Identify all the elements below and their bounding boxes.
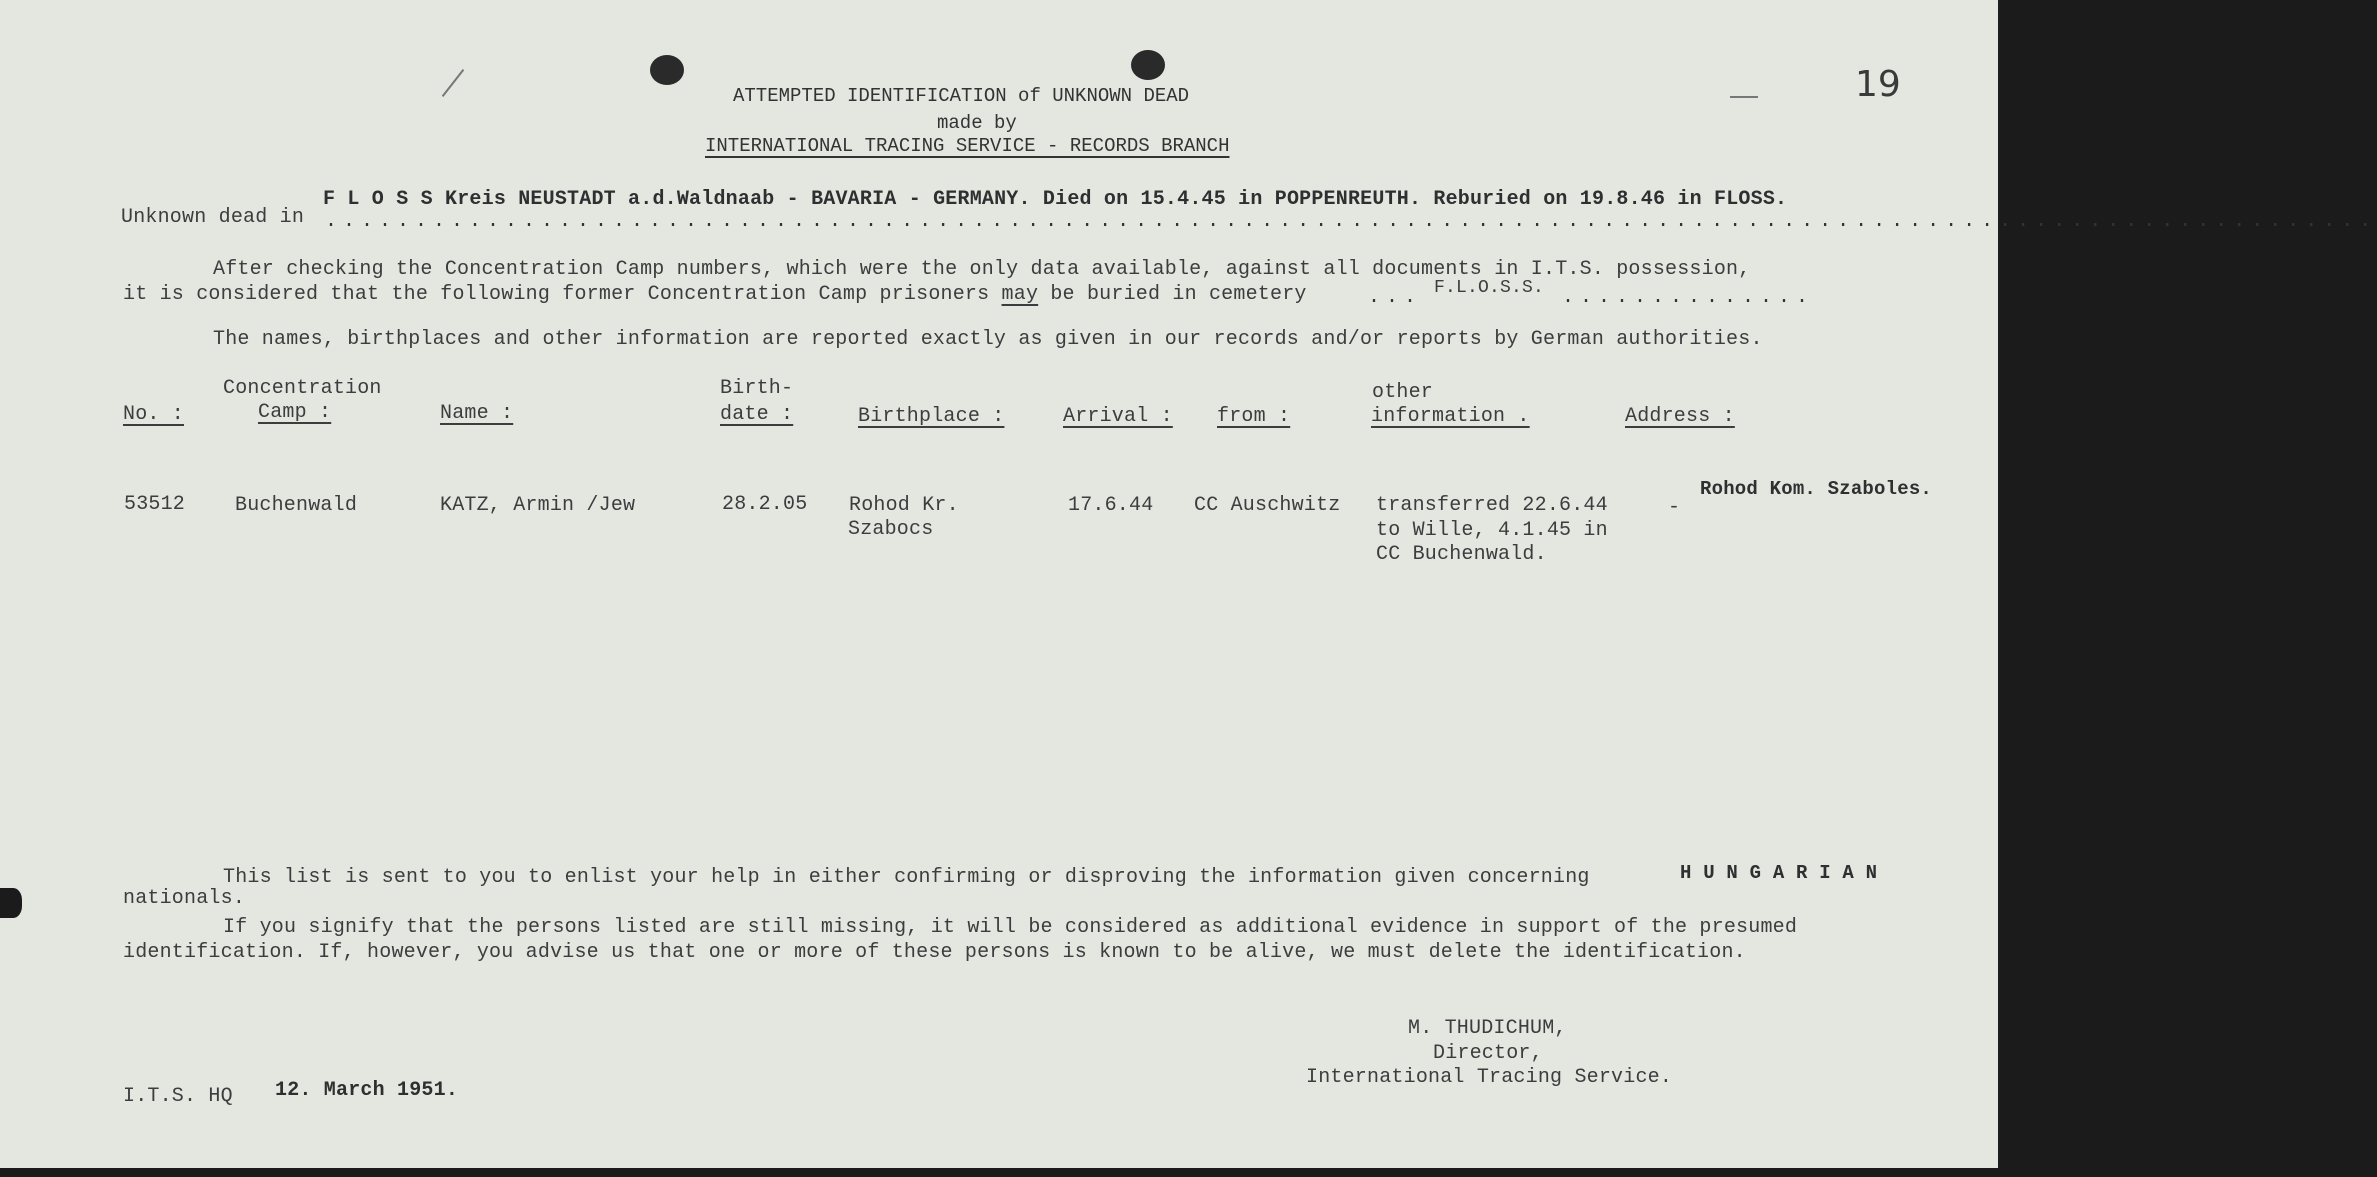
unknown-dead-location: F L O S S Kreis NEUSTADT a.d.Waldnaab - BAVARIA - GERMANY. Died on 15.4.45 in POPPENREUTH. Reburied on 19.8.46 in FLOSS. [323, 188, 1788, 211]
row-other-line1: transferred 22.6.44 [1376, 494, 1608, 517]
column-other-line1: other [1372, 381, 1434, 404]
column-no: No. : [123, 403, 185, 426]
punch-hole-left [650, 55, 684, 85]
signature-name: M. THUDICHUM, [1408, 1017, 1567, 1040]
note: The names, birthplaces and other information are reported exactly as given in our records and/or reports by German authorities. [213, 328, 1763, 351]
dotted-leader-1: .................................................................................................................. [325, 210, 2377, 233]
intro-line-1: After checking the Concentration Camp numbers, which were the only data available, against all documents in I.T.S. possession, [213, 258, 1751, 281]
intro-line-2-end: be buried in cemetery [1050, 283, 1307, 306]
column-camp-line2: Camp : [258, 401, 332, 424]
header-organization: INTERNATIONAL TRACING SERVICE - RECORDS BRANCH [705, 135, 1230, 157]
row-other-line3: CC Buchenwald. [1376, 543, 1547, 566]
closing-line-3: If you signify that the persons listed are still missing, it will be considered as additional evidence in support of the presumed [223, 916, 1798, 939]
edge-mark [0, 888, 22, 918]
row-address: Rohod Kom. Szaboles. [1700, 478, 1933, 500]
row-from: CC Auschwitz [1194, 494, 1341, 517]
pencil-dash [1730, 96, 1758, 98]
intro-line-2-start: it is considered that the following former Concentration Camp prisoners [123, 283, 990, 306]
page-number: 19 [1855, 64, 1901, 105]
column-from: from : [1217, 405, 1291, 428]
row-birthplace-line1: Rohod Kr. [849, 494, 959, 517]
unknown-dead-label: Unknown dead in [121, 206, 305, 229]
closing-line-1: This list is sent to you to enlist your help in either confirming or disproving the information given concerning [223, 866, 1590, 889]
punch-hole-right [1131, 50, 1165, 80]
intro-line-2 [123, 283, 1307, 306]
footer-date: 12. March 1951. [275, 1079, 459, 1102]
nationality: H U N G A R I A N [1680, 862, 1878, 884]
column-address: Address : [1625, 405, 1735, 428]
column-camp-line1: Concentration [223, 377, 382, 400]
column-arrival: Arrival : [1063, 405, 1173, 428]
cemetery-name: F.L.O.S.S. [1434, 278, 1545, 298]
row-camp: Buchenwald [235, 494, 358, 517]
footer-place: I.T.S. HQ [123, 1085, 233, 1108]
closing-line-4: identification. If, however, you advise us that one or more of these persons is known to be alive, we must delete the identification. [123, 941, 1746, 964]
dotted-leader-3: .............. [1562, 286, 1815, 309]
column-birthplace: Birthplace : [858, 405, 1005, 428]
row-other-line2: to Wille, 4.1.45 in [1376, 519, 1608, 542]
row-no: 53512 [124, 493, 186, 516]
column-other-line2: information . [1371, 405, 1530, 428]
signature-title: Director, [1433, 1042, 1543, 1065]
row-birthplace-line2: Szabocs [848, 518, 934, 541]
closing-line-2: nationals. [123, 887, 246, 910]
row-address-dash: - [1668, 496, 1681, 519]
row-name: KATZ, Armin /Jew [440, 494, 636, 517]
column-birthdate-line1: Birth- [720, 377, 794, 400]
column-name: Name : [440, 402, 514, 425]
intro-may: may [1001, 283, 1039, 306]
column-birthdate-line2: date : [720, 403, 794, 426]
pencil-mark [442, 69, 465, 97]
row-birthdate: 28.2.05 [722, 493, 808, 516]
header-title: ATTEMPTED IDENTIFICATION of UNKNOWN DEAD [733, 85, 1190, 107]
signature-org: International Tracing Service. [1306, 1066, 1673, 1089]
row-arrival: 17.6.44 [1068, 494, 1154, 517]
header-made-by: made by [937, 112, 1017, 134]
dotted-leader-2: ... [1368, 286, 1423, 309]
